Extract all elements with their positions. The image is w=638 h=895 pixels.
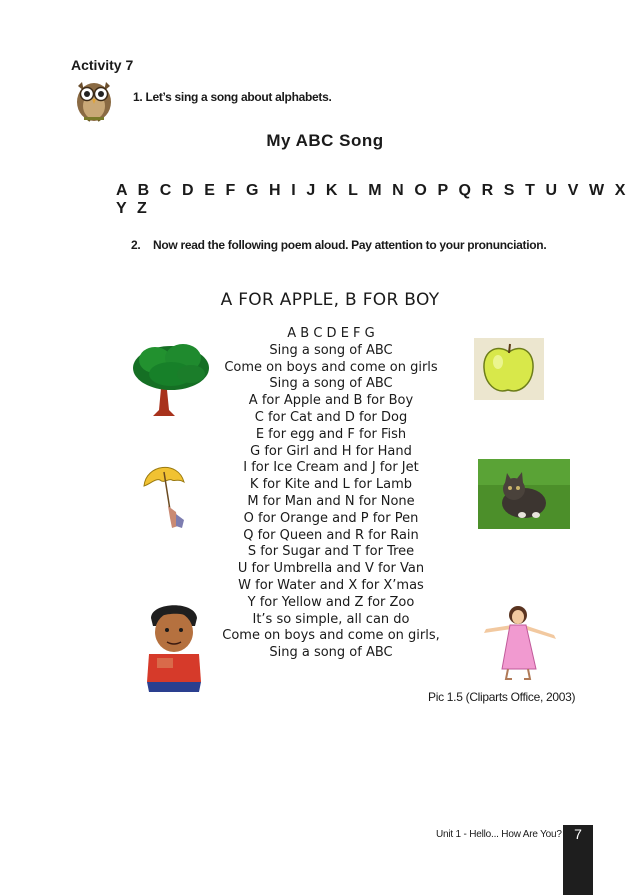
poem-line: I for Ice Cream and J for Jet xyxy=(243,460,419,476)
boy-icon xyxy=(145,600,203,692)
poem-line: S for Sugar and T for Tree xyxy=(247,544,415,560)
instruction-2-text: Now read the following poem aloud. Pay attention to your pronunciation. xyxy=(153,238,547,252)
poem-line: A for Apple and B for Boy xyxy=(248,393,414,409)
owl-icon xyxy=(74,78,114,122)
poem-line: O for Orange and P for Pen xyxy=(243,510,419,526)
poem-line: C for Cat and D for Dog xyxy=(254,409,408,425)
tree-icon xyxy=(131,340,211,418)
poem-line: W for Water and X for X’mas xyxy=(238,577,424,593)
poem-line: E for egg and F for Fish xyxy=(255,426,407,442)
alphabet-line: A B C D E F G H I J K L M N O P Q R S T U V W X Y Z xyxy=(116,182,629,217)
poem-line: K for Kite and L for Lamb xyxy=(249,477,413,493)
instruction-1: 1. Let’s sing a song about alphabets. xyxy=(133,90,332,104)
poem-line: Sing a song of ABC xyxy=(269,376,393,392)
poem-title: A FOR APPLE, B FOR BOY xyxy=(220,290,440,310)
kitten-icon xyxy=(478,459,570,529)
poem-line: M for Man and N for None xyxy=(247,493,415,509)
girl-icon xyxy=(478,605,562,683)
poem-line: Sing a song of ABC xyxy=(269,645,393,661)
instruction-2 xyxy=(131,238,546,252)
poem-line: Come on boys and come on girls xyxy=(224,359,438,375)
page-number: 7 xyxy=(574,826,582,842)
poem-line: Q for Queen and R for Rain xyxy=(243,527,419,543)
song-title: My ABC Song xyxy=(266,131,384,150)
apple-icon xyxy=(474,338,544,400)
poem-line: Y for Yellow and Z for Zoo xyxy=(247,594,415,610)
picture-caption: Pic 1.5 (Cliparts Office, 2003) xyxy=(428,690,576,704)
poem-line: Come on boys and come on girls, xyxy=(222,628,440,644)
poem-line: It’s so simple, all can do xyxy=(252,611,410,627)
umbrella-icon xyxy=(142,458,188,530)
poem-line: Sing a song of ABC xyxy=(269,342,393,358)
instruction-2-number: 2. xyxy=(131,238,141,252)
activity-title: Activity 7 xyxy=(71,57,134,73)
footer-unit-text: Unit 1 - Hello... How Are You? xyxy=(436,829,562,840)
poem-line: A B C D E F G xyxy=(287,326,375,341)
poem-line: U for Umbrella and V for Van xyxy=(237,561,425,577)
poem-line: G for Girl and H for Hand xyxy=(250,443,412,459)
